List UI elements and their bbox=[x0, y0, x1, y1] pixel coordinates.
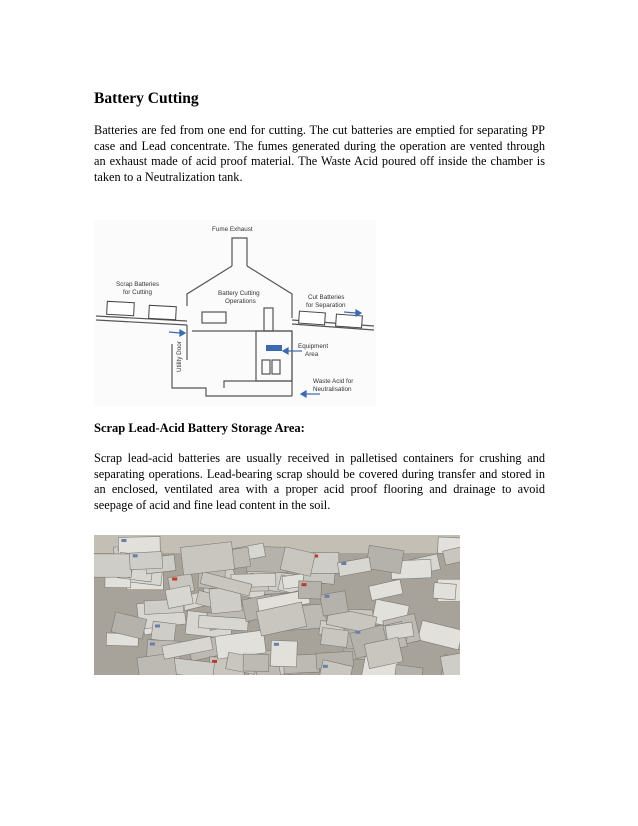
label-waste-acid-line2: Neutralisation bbox=[313, 386, 352, 393]
label-equipment-line1: Equipment bbox=[298, 343, 329, 350]
section-heading-storage-area: Scrap Lead-Acid Battery Storage Area: bbox=[94, 421, 305, 435]
label-utility-door: Utility Door bbox=[176, 341, 183, 372]
label-scrap-batteries-line1: Scrap Batteries bbox=[116, 281, 160, 288]
section-heading-battery-cutting: Battery Cutting bbox=[94, 90, 199, 107]
storage-area-paragraph: Scrap lead-acid batteries are usually received in palletised containers for crushing and separating operations. Lead-bearing scrap should be covered during transfer and stored in an enclosed, ventilated area with a proper acid proof flooring and drainage to avoid seepage of acid and fine lead content in the soil. bbox=[94, 451, 545, 512]
label-waste-acid-line1: Waste Acid for bbox=[313, 378, 354, 385]
label-cutting-ops-line2: Operations bbox=[225, 298, 256, 305]
battery-cutting-paragraph: Batteries are fed from one end for cutting. The cut batteries are emptied for separating PP case and Lead concentrate. The fumes generated during the operation are vented through an exhaust made of acid proof material. The Waste Acid poured off inside the chamber is taken to a Neutralization tank. bbox=[94, 123, 545, 184]
label-cutting-ops-line1: Battery Cutting bbox=[218, 290, 260, 297]
scrap-battery-pile-photo bbox=[94, 535, 460, 675]
label-fume-exhaust: Fume Exhaust bbox=[212, 226, 253, 233]
battery-cutting-diagram bbox=[94, 220, 376, 406]
label-scrap-batteries-line2: for Cutting bbox=[123, 289, 153, 296]
label-cut-batteries-line2: for Separation bbox=[306, 302, 346, 309]
label-equipment-line2: Area bbox=[305, 351, 319, 358]
label-cut-batteries-line1: Cut Batteries bbox=[308, 294, 345, 301]
